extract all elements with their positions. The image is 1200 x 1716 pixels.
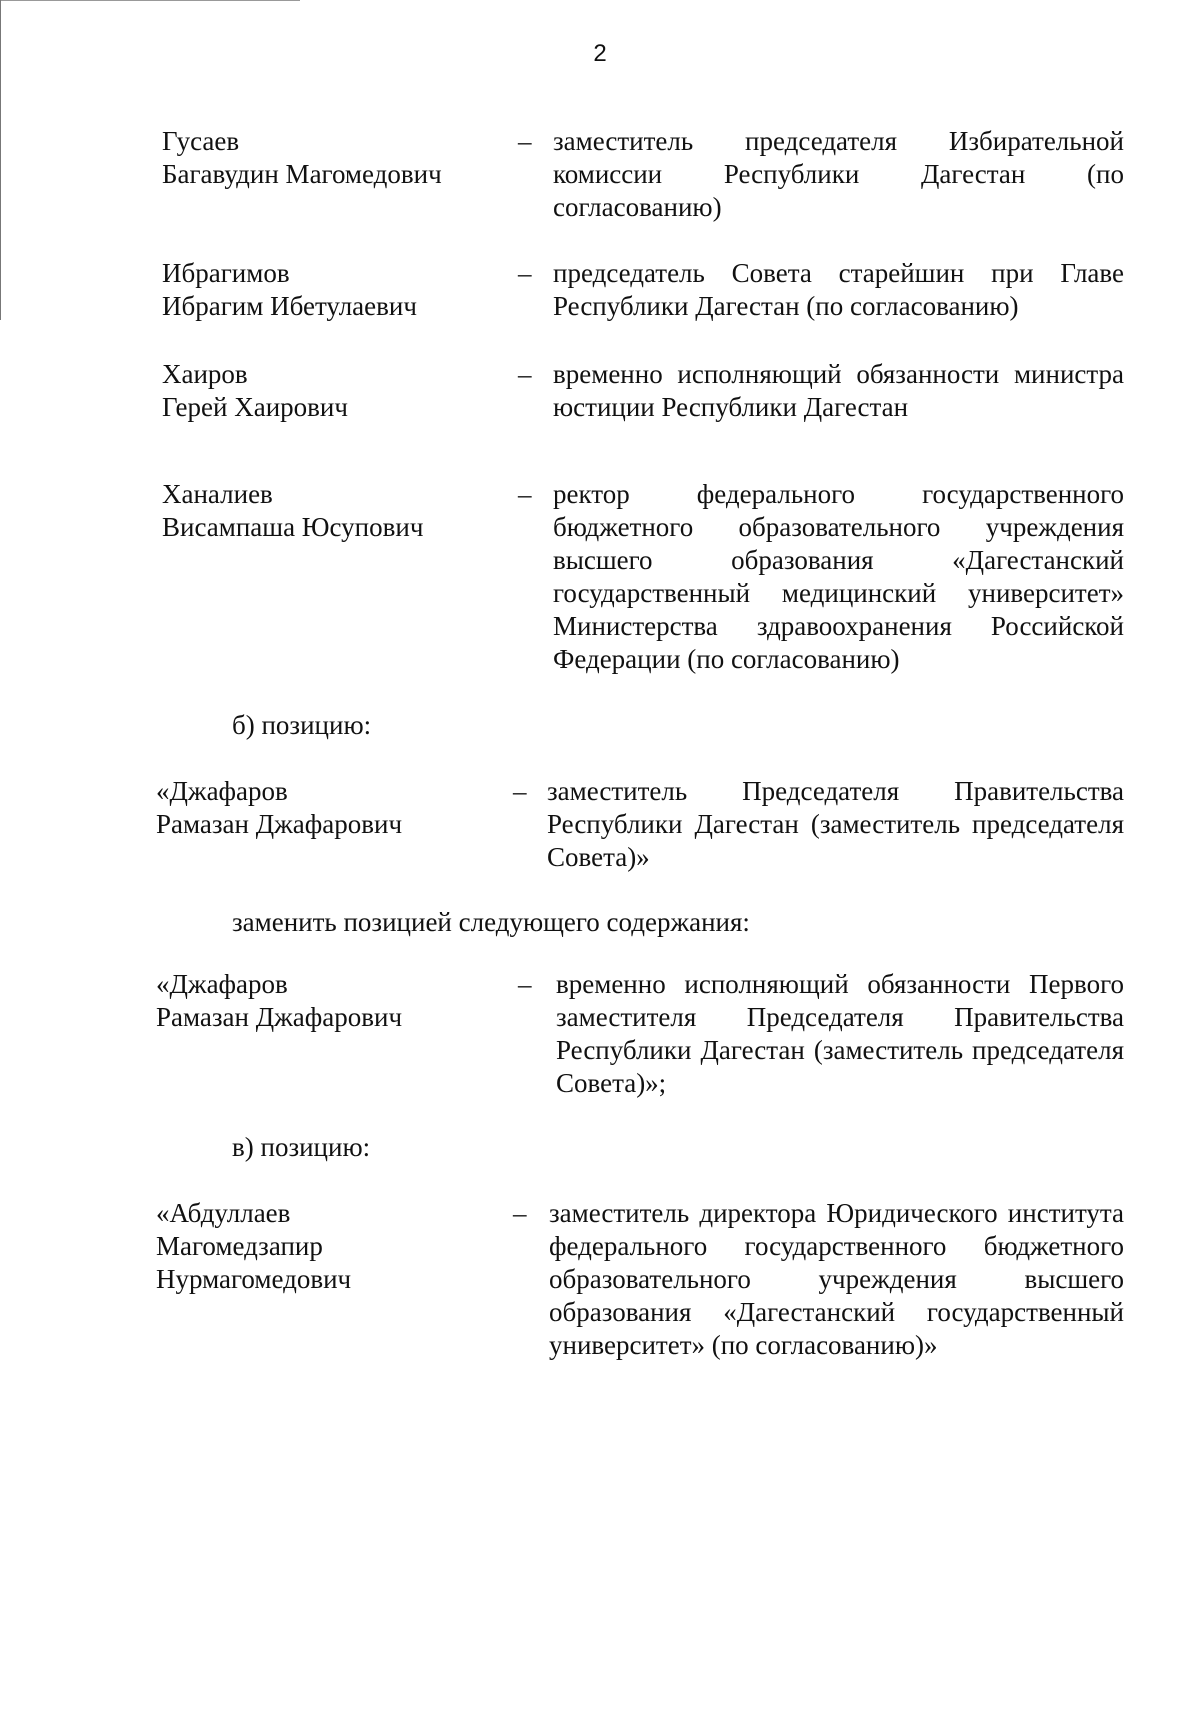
replace-instruction: заменить позицией следующего содержания: xyxy=(232,907,750,937)
member-surname: «Абдуллаев xyxy=(156,1198,291,1228)
dash: – xyxy=(513,1198,527,1228)
member-given-name: Герей Хаирович xyxy=(162,392,348,422)
member-surname: «Джафаров xyxy=(156,776,288,806)
member-position: ректор федерального государственного бюджетного образовательного учреждения высшего образования «Дагестанский государственный медицинский университет» Министерства здравоохранения Российской Федерации (по согласованию) xyxy=(553,479,1124,674)
member-name xyxy=(156,1197,486,1296)
member-given-name: Ибрагим Ибетулаевич xyxy=(162,291,417,321)
member-surname: «Джафаров xyxy=(156,969,288,999)
scan-edge-mark xyxy=(0,0,300,1)
member-given-name: Рамазан Джафарович xyxy=(156,809,403,839)
dash: – xyxy=(518,126,532,156)
member-surname: Хаиров xyxy=(162,359,248,389)
member-position: временно исполняющий обязанности министра юстиции Республики Дагестан xyxy=(553,359,1124,422)
member-position: заместитель председателя Избирательной комиссии Республики Дагестан (по согласованию) xyxy=(553,126,1124,222)
dash: – xyxy=(518,479,532,509)
member-position: председатель Совета старейшин при Главе Республики Дагестан (по согласованию) xyxy=(553,258,1124,321)
member-name xyxy=(156,968,486,1034)
member-patronymic: Нурмагомедович xyxy=(156,1264,352,1294)
member-surname: Ибрагимов xyxy=(162,258,290,288)
dash: – xyxy=(518,258,532,288)
member-name xyxy=(156,775,486,841)
member-name xyxy=(162,257,492,323)
member-name xyxy=(162,478,492,544)
dash: – xyxy=(513,776,527,806)
member-surname: Гусаев xyxy=(162,126,240,156)
member-surname: Ханалиев xyxy=(162,479,273,509)
member-position: заместитель Председателя Правительства Республики Дагестан (заместитель председателя Совета)» xyxy=(547,776,1124,872)
member-given-name: Рамазан Джафарович xyxy=(156,1002,403,1032)
member-name xyxy=(162,125,492,191)
member-name xyxy=(162,358,492,424)
section-c-label: в) позицию: xyxy=(232,1132,371,1162)
member-given-name: Висампаша Юсупович xyxy=(162,512,424,542)
page-number: 2 xyxy=(593,40,607,67)
member-position: заместитель директора Юридического института федерального государственного бюджетного образовательного учреждения высшего образования «Дагестанский государственный университет» (по согласованию)» xyxy=(549,1198,1124,1360)
member-given-name: Магомедзапир xyxy=(156,1231,323,1261)
member-given-name: Багавудин Магомедович xyxy=(162,159,442,189)
dash: – xyxy=(518,969,532,999)
dash: – xyxy=(518,359,532,389)
member-position: временно исполняющий обязанности Первого заместителя Председателя Правительства Республики Дагестан (заместитель председателя Совета)»; xyxy=(556,969,1124,1098)
section-b-label: б) позицию: xyxy=(232,710,372,740)
